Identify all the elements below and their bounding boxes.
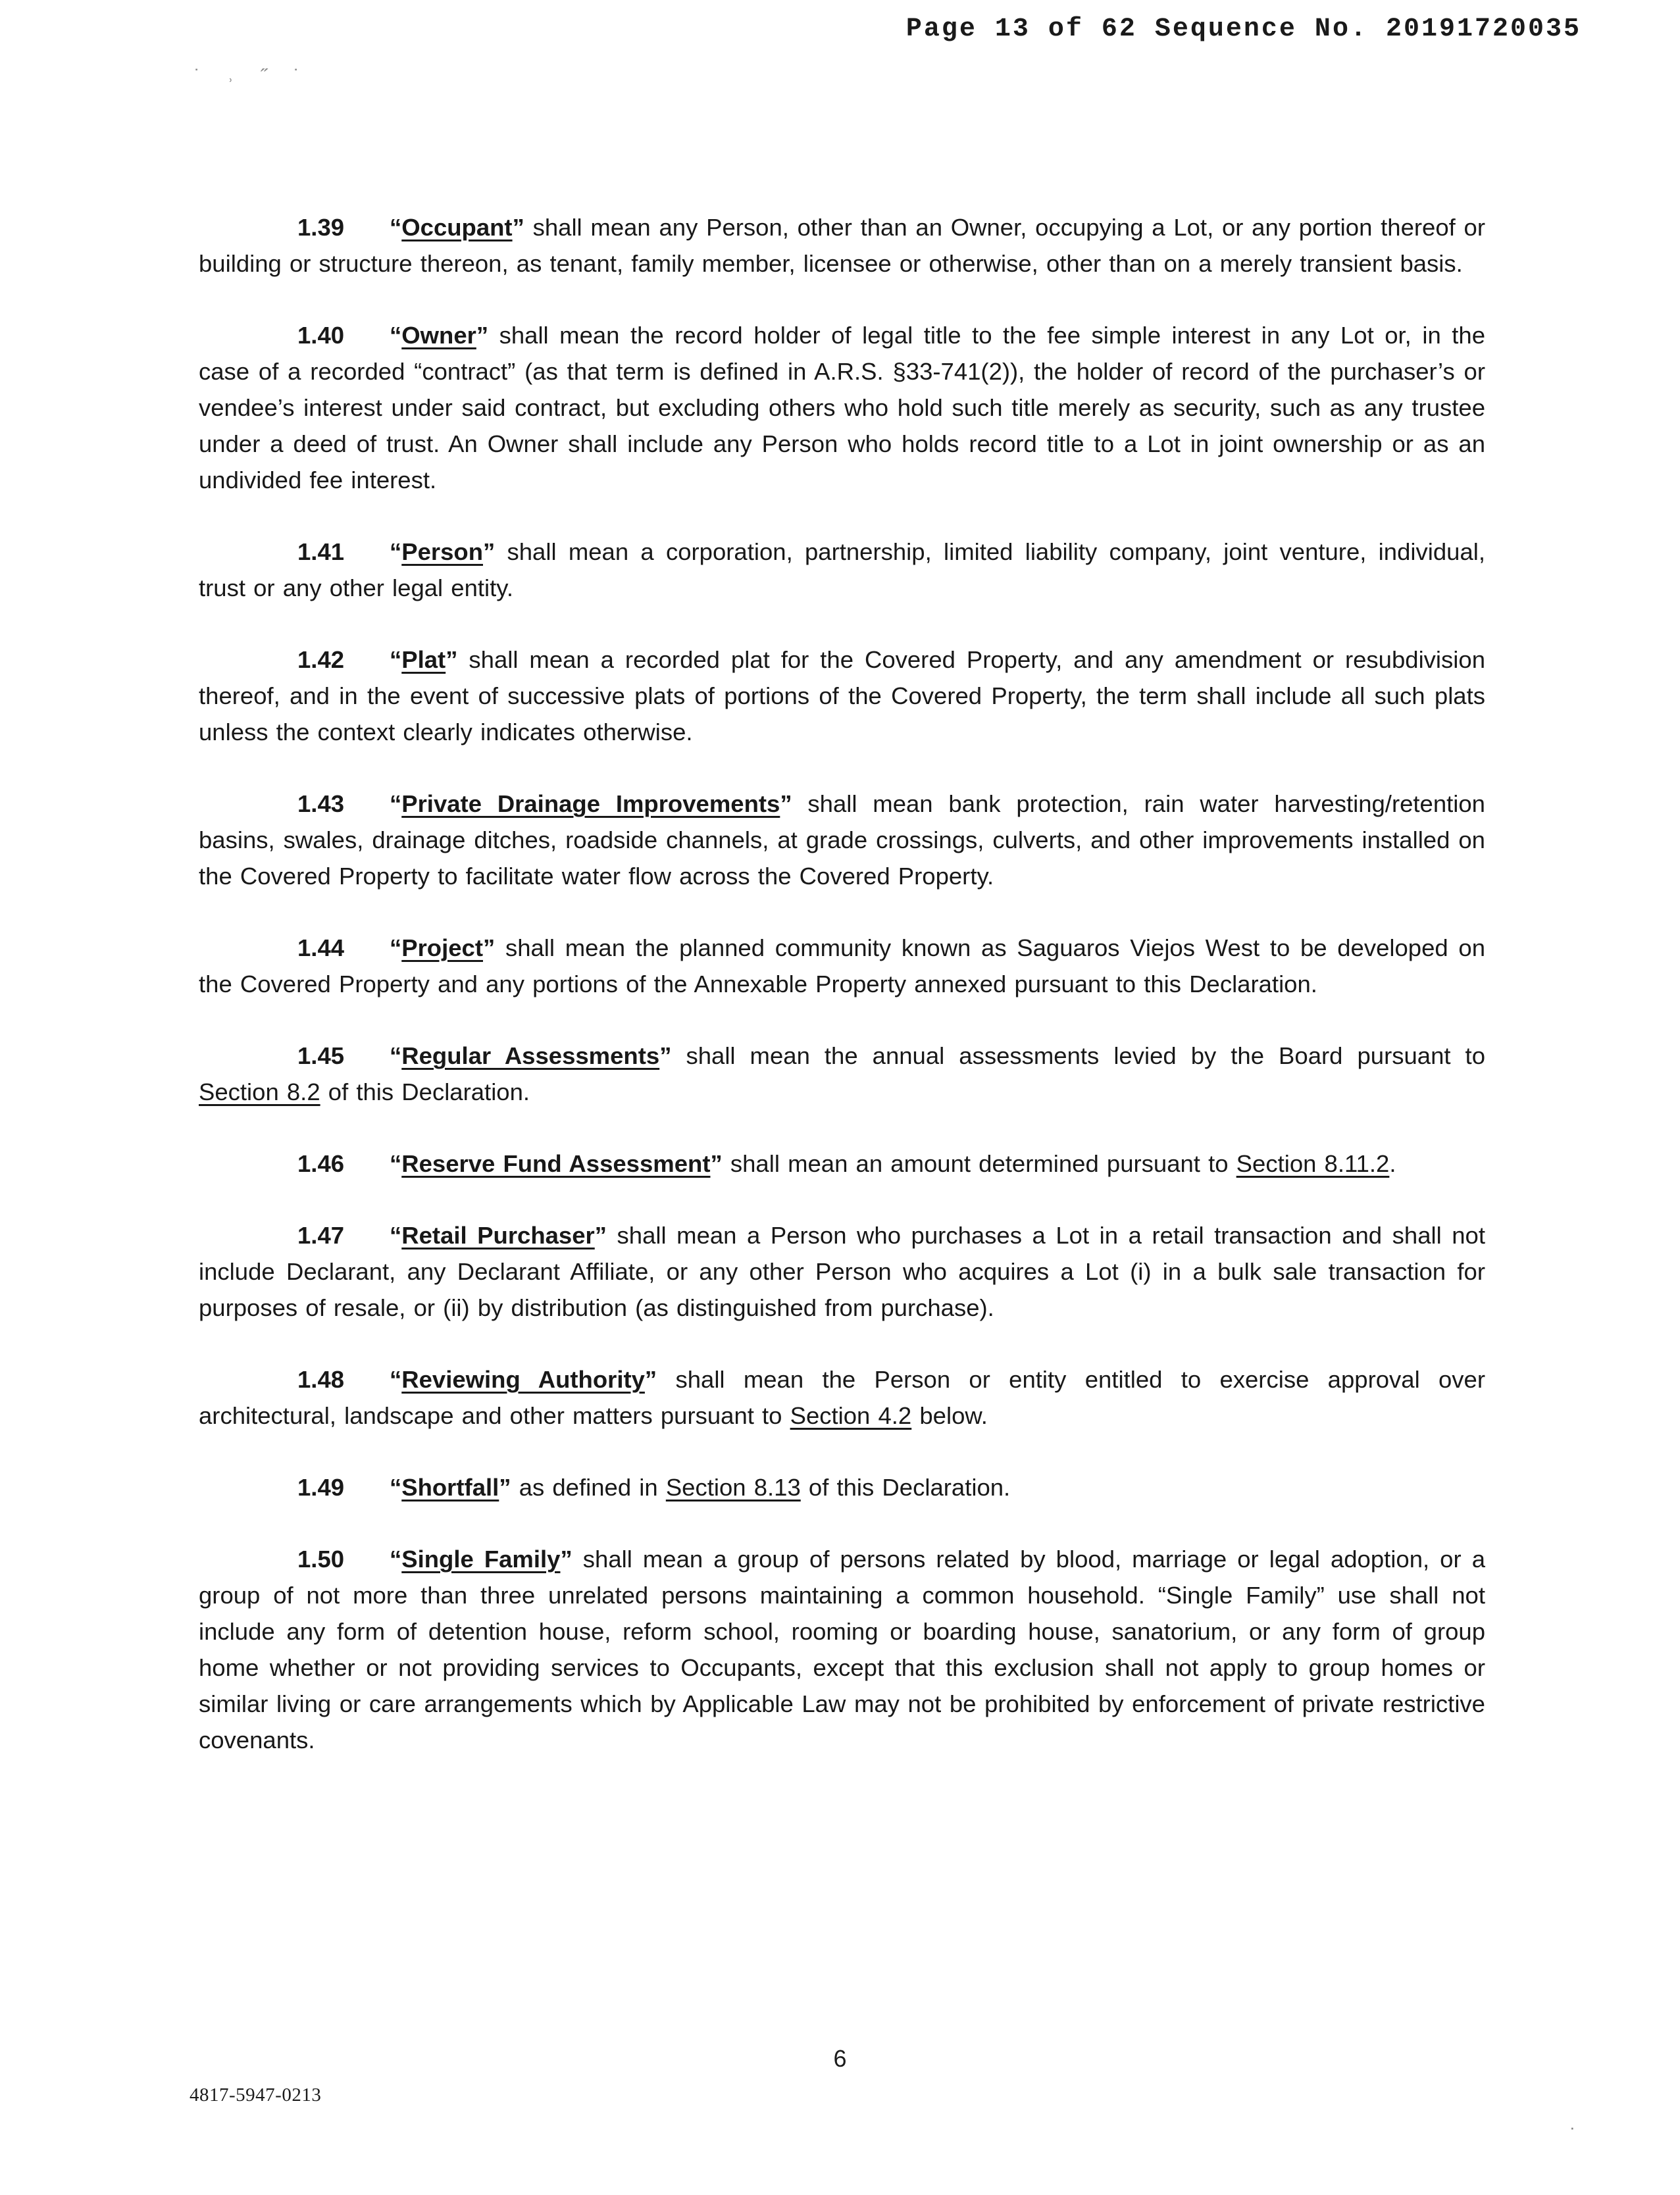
paragraph-number: 1.47 <box>297 1222 345 1249</box>
paragraph-body-text: of this Declaration. <box>320 1078 530 1105</box>
defined-term: “Private Drainage Improvements” <box>390 790 792 817</box>
defined-term: “Person” <box>390 538 496 565</box>
paragraph-number: 1.39 <box>297 214 345 241</box>
paragraph-body-text: below. <box>911 1402 988 1429</box>
defined-term: “Reserve Fund Assessment” <box>390 1150 723 1177</box>
paragraph-number: 1.41 <box>297 538 345 565</box>
defined-term: “Reviewing Authority” <box>390 1366 657 1393</box>
defined-term: “Single Family” <box>390 1546 573 1573</box>
paragraph-number: 1.43 <box>297 790 345 817</box>
scan-artifact-bottom-right: · <box>1569 2117 1575 2137</box>
definition-paragraph <box>199 317 1485 498</box>
paragraph-number: 1.42 <box>297 646 345 673</box>
scan-artifact-top-left: ˙ ˒ ˝ ˙ <box>194 66 311 88</box>
section-reference: Section 8.11.2 <box>1236 1150 1390 1177</box>
defined-term: “Project” <box>390 934 496 961</box>
definition-paragraph <box>199 1038 1485 1110</box>
definition-paragraph <box>199 209 1485 282</box>
definition-paragraph <box>199 1146 1485 1182</box>
defined-term: “Owner” <box>390 322 489 349</box>
paragraph-body-text: shall mean a recorded plat for the Covered Property, and any amendment or resubdivision thereof, and in the event of successive plats of portions of the Covered Property, the term shall include all such plats unless the context clearly indicates otherwise. <box>199 646 1485 745</box>
paragraph-number: 1.50 <box>297 1546 345 1573</box>
paragraph-number: 1.48 <box>297 1366 345 1393</box>
paragraph-body-text: of this Declaration. <box>800 1474 1011 1501</box>
definition-paragraph <box>199 642 1485 750</box>
paragraph-number: 1.46 <box>297 1150 345 1177</box>
definition-paragraph <box>199 1361 1485 1434</box>
defined-term: “Regular Assessments” <box>390 1042 672 1069</box>
paragraph-body-text: shall mean the Person or entity entitled to exercise approval over architectural, landscape and other matters pursuant to <box>199 1366 1485 1429</box>
definition-paragraph <box>199 786 1485 894</box>
paragraph-body-text: as defined in <box>511 1474 666 1501</box>
paragraph-number: 1.44 <box>297 934 345 961</box>
paragraph-body-text: . <box>1389 1150 1396 1177</box>
paragraph-body-text: shall mean bank protection, rain water harvesting/retention basins, swales, drainage ditches, roadside channels, at grade crossings, culverts, and other improvements installed on the Covered Property to facilitate water flow across the Covered Property. <box>199 790 1485 890</box>
paragraph-body-text: shall mean any Person, other than an Owner, occupying a Lot, or any portion thereof or building or structure thereon, as tenant, family member, licensee or otherwise, other than on a merely transient basis. <box>199 214 1485 277</box>
definition-paragraph <box>199 1217 1485 1326</box>
page-header-sequence: Page 13 of 62 Sequence No. 20191720035 <box>905 14 1581 44</box>
paragraph-body-text: shall mean a Person who purchases a Lot in a retail transaction and shall not include Declarant, any Declarant Affiliate, or any other Person who acquires a Lot (i) in a bulk sale transaction for purposes of resale, or (ii) by distribution (as distinguished from purchase). <box>199 1222 1485 1321</box>
defined-term: “Plat” <box>390 646 458 673</box>
paragraph-body-text: shall mean an amount determined pursuant to <box>722 1150 1236 1177</box>
defined-term: “Occupant” <box>390 214 524 241</box>
definition-paragraph <box>199 1469 1485 1505</box>
paragraph-body-text: shall mean the planned community known as Saguaros Viejos West to be developed on the Covered Property and any portions of the Annexable Property annexed pursuant to this Declaration. <box>199 934 1485 997</box>
page-number: 6 <box>833 2045 847 2072</box>
paragraph-body-text: shall mean a group of persons related by blood, marriage or legal adoption, or a group of not more than three unrelated persons maintaining a common household. “Single Family” use shall not include any form of detention house, reform school, rooming or boarding house, sanatorium, or any form of group home whether or not providing services to Occupants, except that this exclusion shall not apply to group homes or similar living or care arrangements which by Applicable Law may not be prohibited by enforcement of private restrictive covenants. <box>199 1546 1485 1753</box>
section-reference: Section 8.13 <box>665 1474 801 1501</box>
section-reference: Section 4.2 <box>790 1402 912 1429</box>
paragraph-number: 1.40 <box>297 322 345 349</box>
definition-paragraph <box>199 930 1485 1002</box>
defined-term: “Shortfall” <box>390 1474 511 1501</box>
section-reference: Section 8.2 <box>199 1078 320 1105</box>
definition-paragraph <box>199 534 1485 606</box>
paragraph-body-text: shall mean the annual assessments levied by the Board pursuant to <box>671 1042 1485 1069</box>
paragraph-body-text: shall mean a corporation, partnership, limited liability company, joint venture, individual, trust or any other legal entity. <box>199 538 1485 601</box>
defined-term: “Retail Purchaser” <box>390 1222 607 1249</box>
paragraph-number: 1.49 <box>297 1474 345 1501</box>
definition-paragraph <box>199 1541 1485 1758</box>
paragraph-body-text: shall mean the record holder of legal title to the fee simple interest in any Lot or, in the case of a recorded “contract” (as that term is defined in A.R.S. §33-741(2)), the holder of record of the purchaser’s or vendee’s interest under said contract, but excluding others who hold such title merely as security, such as any trustee under a deed of trust. An Owner shall include any Person who holds record title to a Lot in joint ownership or as an undivided fee interest. <box>199 322 1485 493</box>
paragraph-number: 1.45 <box>297 1042 345 1069</box>
document-reference-number: 4817-5947-0213 <box>190 2084 322 2106</box>
definitions-section <box>199 209 1485 1794</box>
